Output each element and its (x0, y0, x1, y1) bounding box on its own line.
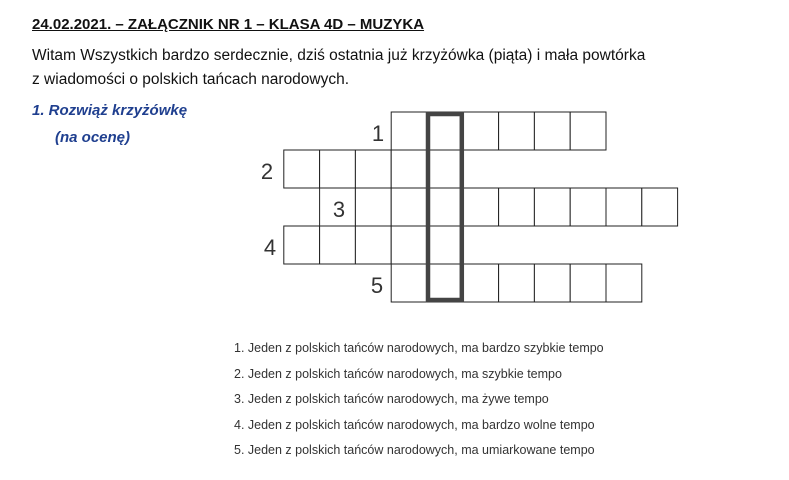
crossword-cell (570, 188, 606, 226)
crossword-cell (355, 188, 391, 226)
crossword-cell (391, 150, 427, 188)
crossword-cell (463, 112, 499, 150)
task-note: (na ocenę) (55, 129, 131, 146)
crossword-cell (606, 264, 642, 302)
document-title: 24.02.2021. – ZAŁĄCZNIK NR 1 – KLASA 4D – MUZYKA (32, 16, 425, 33)
intro-line-2: z wiadomości o polskich tańcach narodowych. (32, 71, 350, 88)
intro-line-1: Witam Wszystkich bardzo serdecznie, dziś ostatnia już krzyżówka (piąta) i mała powtórka (32, 47, 646, 64)
task-heading: 1. Rozwiąż krzyżówkę (32, 102, 188, 119)
crossword-cell (463, 264, 499, 302)
key-cell (427, 150, 463, 188)
row-number: 5 (370, 273, 384, 298)
row-number: 4 (263, 235, 277, 260)
clue-item: 4. Jeden z polskich tańców narodowych, ma bardzo wolne tempo (234, 417, 595, 432)
key-cell (427, 264, 463, 302)
crossword-cell (284, 150, 320, 188)
clue-item: 1. Jeden z polskich tańców narodowych, ma bardzo szybkie tempo (234, 341, 604, 355)
crossword-cell (320, 226, 356, 264)
crossword-cell (355, 226, 391, 264)
crossword-cell (463, 188, 499, 226)
crossword-cell (499, 188, 535, 226)
clue-item: 2. Jeden z polskich tańców narodowych, ma szybkie tempo (234, 366, 562, 381)
crossword-cell (499, 112, 535, 150)
crossword-cell (499, 264, 535, 302)
clue-item: 5. Jeden z polskich tańców narodowych, ma umiarkowane tempo (234, 443, 595, 457)
crossword-cell (534, 264, 570, 302)
crossword-cell (570, 112, 606, 150)
crossword-cell (355, 150, 391, 188)
clue-list (234, 336, 604, 464)
crossword-cell (606, 188, 642, 226)
crossword-cell (570, 264, 606, 302)
key-cell (427, 112, 463, 150)
crossword-cell (534, 188, 570, 226)
crossword-cell (284, 226, 320, 264)
crossword-cell (391, 264, 427, 302)
crossword-cell (391, 226, 427, 264)
crossword-cell (534, 112, 570, 150)
crossword-cell (320, 150, 356, 188)
row-number: 1 (371, 121, 385, 146)
key-cell (427, 226, 463, 264)
crossword-cell (642, 188, 678, 226)
clue-item: 3. Jeden z polskich tańców narodowych, ma żywe tempo (234, 392, 549, 406)
crossword-cell (391, 112, 427, 150)
crossword-cell (391, 188, 427, 226)
row-number: 3 (332, 197, 346, 222)
row-number: 2 (260, 159, 274, 184)
key-cell (427, 188, 463, 226)
